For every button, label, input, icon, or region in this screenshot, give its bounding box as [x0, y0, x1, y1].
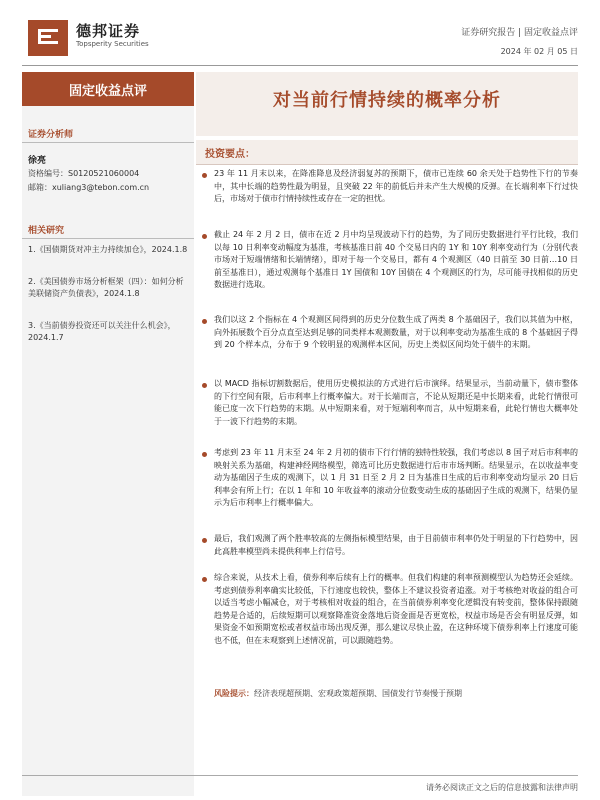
bullet-icon	[202, 538, 207, 543]
risk-label: 风险提示：	[214, 689, 254, 698]
analyst-email[interactable]: 邮箱：xuliang3@tebon.com.cn	[28, 183, 150, 192]
report-type: 证券研究报告 | 固定收益点评	[461, 28, 578, 38]
related-item[interactable]: 2.《美国债券市场分析框架（四）：如何分析美联储资产负债表》，2024.1.8	[28, 277, 184, 298]
report-title: 对当前行情持续的概率分析	[273, 90, 501, 111]
key-point: 考虑到 23 年 11 月末至 24 年 2 月初的债市下行行情的独特性较强，我们考虑以 8 国子对后市利率的映射关系为基础，构建神经网络模型，筛选可比历史数据进行后市市场判断。结果显示，在以收益率变动为基础因子生成的观测下，以 1 月 31 日至 2 月 2 日为基准日生成的后市利率变动均显示 20 日后利率会有所上行；在以 1 年和 10 年收益率的滚动分位数变动生成的基础因子生成的观测下，结果仍显示为后市利率上行概率偏大。	[214, 448, 578, 508]
key-point: 截止 24 年 2 月 2 日，债市在近 2 月中均呈现波动下行的趋势，为了同历史数据进行平行比较，我们以每 10 日利率变动幅度为基准，考核基准日前 40 个交易日内的 1Y 和 10Y 利率变动行为（分别代表市场对于短端情绪和长端情绪），即对于每一个交易日，都有 4 个观测区（40 日前至 30 日前…10 日前至基准日），通过观测每个基准日 1Y 国债和 10Y 国债在 4 个观测区的行为，尽可能寻找相似的历史数据进行选取。	[214, 230, 578, 290]
bullet-icon	[202, 452, 207, 457]
bullet-icon	[202, 319, 207, 324]
analyst-heading: 证券分析师	[28, 130, 74, 140]
key-point: 最后，我们观测了两个胜率较高的左侧指标模型结果，由于目前债市利率仍处于明显的下行趋势中，因此高胜率模型尚未提供利率上行信号。	[214, 534, 578, 556]
report-date: 2024 年 02 月 05 日	[500, 47, 578, 56]
brand-logo	[28, 20, 68, 56]
bullet-icon	[202, 383, 207, 388]
key-point: 综合来说，从技术上看，债券利率后续有上行的概率。但我们构建的利率预测模型认为趋势还会延续。考虑到债券利率确实比较低，下行速度也较快，整体上不建议投资者追涨。对于考核绝对收益的组合可以适当考虑小幅减仓，对于考核相对收益的组合，在当前债券利率变化逻辑没有转变前，整体保持跟随趋势是合适的，后续短期可以观察降准资金落地后资金面是否更宽松，权益市场是否会有明显反弹，如果资金不如预期宽松或者权益市场出现反弹，那么建议尽快止盈，在这种环境下债券利率上行速度可能也不低，但在未观察到上述情况前，可以跟随趋势。	[214, 573, 578, 645]
analyst-cert: 资格编号：S0120521060004	[28, 169, 140, 178]
related-item[interactable]: 1.《国债期货对冲主力持续加仓》，2024.1.8	[28, 245, 188, 254]
footer-disclaimer: 请务必阅读正文之后的信息披露和法律声明	[426, 783, 578, 792]
sidebar-divider	[22, 238, 194, 239]
sidebar-divider	[22, 142, 194, 143]
key-point: 以 MACD 指标切割数据后，使用历史模拟法的方式进行后市演绎。结果显示，当前动量下，债市整体的下行空间有限，后市利率上行概率偏大。对于长端而言，不论从短期还是中长期来看，此轮行情很可能已度一次下行趋势的末期。从中短期来看，对于短端利率而言，从中短期来看，此轮行情也大概率处于一波下行趋势的末期。	[214, 379, 578, 426]
bullet-icon	[202, 577, 207, 582]
related-heading: 相关研究	[28, 226, 65, 236]
risk-text: 经济表现超预期、宏观政策超预期、国债发行节奏慢于预期	[254, 689, 462, 698]
brand-name: 德邦证券	[76, 22, 141, 40]
key-point: 我们以这 2 个指标在 4 个观测区间得到的历史分位数生成了两类 8 个基础因子，我们以其值为中枢，向外拓展数个百分点直至达到足够的同类样本观测数量，对于以利率变动为基准生成的 8 个基础因子得到 20 个样本点，分布于 9 个较明显的观测样本区间，历史上类似区间均处于债牛的末期。	[214, 315, 578, 350]
footer-divider	[22, 775, 578, 776]
related-item[interactable]: 3.《当前债券投资还可以关注什么机会》，2024.1.7	[28, 321, 176, 342]
key-points-heading: 投资要点：	[205, 149, 255, 160]
risk-note	[214, 688, 578, 699]
brand-subtitle: Topsperity Securities	[76, 40, 149, 48]
brand-logo-icon	[35, 26, 61, 50]
bullet-icon	[202, 173, 207, 178]
sidebar	[22, 106, 194, 796]
analyst-name: 徐亮	[28, 156, 47, 166]
header-divider	[22, 65, 578, 66]
bullet-icon	[202, 234, 207, 239]
key-point: 23 年 11 月末以来，在降准降息及经济弱复苏的预期下，债市已连续 60 余天处于趋势性下行的节奏中，其中长端的趋势性最为明显，且突破 22 年的前低后并未产生大规模的反弹。在长端利率下行过快后，市场对于债市行情持续性或存在一定的担忧。	[214, 169, 578, 204]
category-label: 固定收益点评	[22, 72, 194, 106]
